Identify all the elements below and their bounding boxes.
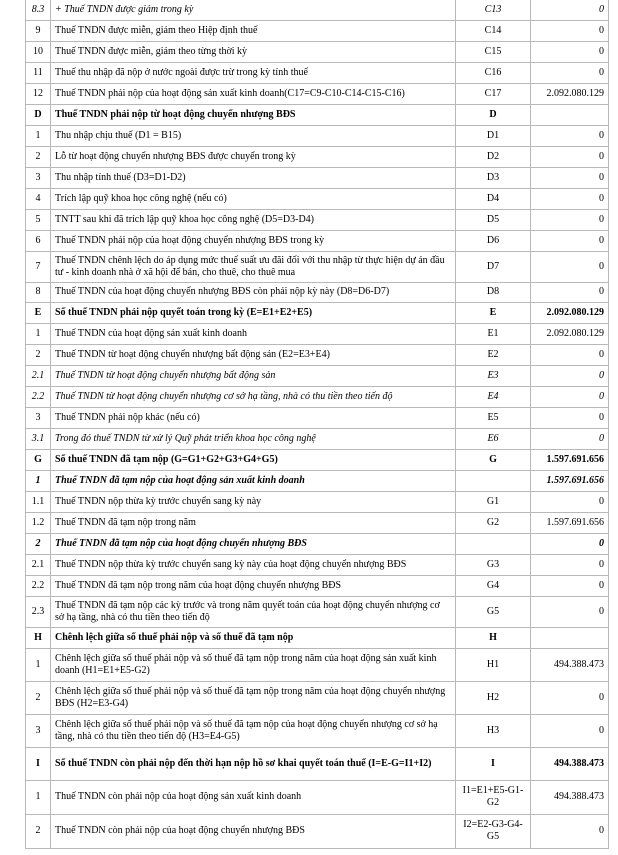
- table-row: [26, 41, 609, 62]
- table-row: [26, 20, 609, 41]
- row-value: 2.092.080.129: [531, 323, 609, 344]
- row-value: 494.388.473: [531, 780, 609, 814]
- row-description: Thu nhập tính thuế (D3=D1-D2): [51, 167, 456, 188]
- row-description: Thuế TNDN đã tạm nộp trong năm của hoạt động chuyển nhượng BĐS: [51, 575, 456, 596]
- row-number: 1.1: [26, 491, 51, 512]
- row-description: Thuế TNDN đã tạm nộp của hoạt động sản xuất kinh doanh: [51, 470, 456, 491]
- row-number: 2.3: [26, 596, 51, 627]
- row-code: D1: [456, 125, 531, 146]
- row-number: D: [26, 104, 51, 125]
- table-row: [26, 365, 609, 386]
- table-row: [26, 104, 609, 125]
- row-value: 494.388.473: [531, 747, 609, 780]
- row-code: G1: [456, 491, 531, 512]
- row-value: 0: [531, 167, 609, 188]
- row-number: 2: [26, 344, 51, 365]
- row-description: Chênh lệch giữa số thuế phải nộp và số thuế đã tạm nộp: [51, 627, 456, 648]
- row-number: 2.1: [26, 365, 51, 386]
- table-row: [26, 302, 609, 323]
- row-code: D4: [456, 188, 531, 209]
- row-description: Lỗ từ hoạt động chuyển nhượng BĐS được chuyển trong kỳ: [51, 146, 456, 167]
- row-value: 1.597.691.656: [531, 470, 609, 491]
- row-value: 0: [531, 681, 609, 714]
- table-row: [26, 146, 609, 167]
- table-row: [26, 209, 609, 230]
- row-description: Số thuế TNDN phải nộp quyết toán trong kỳ (E=E1+E2+E5): [51, 302, 456, 323]
- row-value: 1.597.691.656: [531, 449, 609, 470]
- table-row: [26, 814, 609, 848]
- row-code: C17: [456, 83, 531, 104]
- row-number: I: [26, 747, 51, 780]
- row-number: H: [26, 627, 51, 648]
- row-description: Thuế TNDN được miễn, giảm theo từng thời kỳ: [51, 41, 456, 62]
- row-number: 2: [26, 681, 51, 714]
- row-description: Trích lập quỹ khoa học công nghệ (nếu có): [51, 188, 456, 209]
- row-number: 2: [26, 814, 51, 848]
- table-row: [26, 747, 609, 780]
- table-row: [26, 575, 609, 596]
- row-code: G5: [456, 596, 531, 627]
- row-code: E5: [456, 407, 531, 428]
- row-description: Thuế TNDN nộp thừa kỳ trước chuyển sang kỳ này: [51, 491, 456, 512]
- table-row: [26, 648, 609, 681]
- row-code: E1: [456, 323, 531, 344]
- row-code: C16: [456, 62, 531, 83]
- row-number: 10: [26, 41, 51, 62]
- row-description: Số thuế TNDN còn phải nộp đến thời hạn nộp hồ sơ khai quyết toán thuế (I=E-G=I1+I2): [51, 747, 456, 780]
- row-number: 1: [26, 780, 51, 814]
- row-description: Thuế TNDN phải nộp khác (nếu có): [51, 407, 456, 428]
- row-value: 0: [531, 386, 609, 407]
- row-code: E2: [456, 344, 531, 365]
- row-value: 0: [531, 251, 609, 282]
- table-row: [26, 714, 609, 747]
- row-number: 2.1: [26, 554, 51, 575]
- row-value: 0: [531, 428, 609, 449]
- table-row: [26, 554, 609, 575]
- row-code: C15: [456, 41, 531, 62]
- row-number: 3.1: [26, 428, 51, 449]
- row-number: 1: [26, 648, 51, 681]
- row-value: 0: [531, 491, 609, 512]
- row-code: D8: [456, 282, 531, 302]
- row-value: 0: [531, 344, 609, 365]
- row-description: Thuế TNDN từ hoạt động chuyển nhượng bất động sản (E2=E3+E4): [51, 344, 456, 365]
- row-code: G4: [456, 575, 531, 596]
- row-value: 0: [531, 596, 609, 627]
- row-description: Trong đó thuế TNDN từ xử lý Quỹ phát triển khoa học công nghệ: [51, 428, 456, 449]
- row-value: 0: [531, 41, 609, 62]
- row-description: Thu nhập chịu thuế (D1 = B15): [51, 125, 456, 146]
- row-number: 1: [26, 125, 51, 146]
- row-number: 2: [26, 146, 51, 167]
- row-code: E3: [456, 365, 531, 386]
- row-value: 2.092.080.129: [531, 302, 609, 323]
- row-description: Thuế TNDN đã tạm nộp của hoạt động chuyển nhượng BĐS: [51, 533, 456, 554]
- table-row: [26, 449, 609, 470]
- row-number: 5: [26, 209, 51, 230]
- row-value: 0: [531, 209, 609, 230]
- row-value: 0: [531, 814, 609, 848]
- row-value: 0: [531, 125, 609, 146]
- row-value: 0: [531, 575, 609, 596]
- table-row: [26, 344, 609, 365]
- table-row: [26, 681, 609, 714]
- table-row: [26, 282, 609, 302]
- row-value: 0: [531, 407, 609, 428]
- row-value: 0: [531, 20, 609, 41]
- table-row: [26, 230, 609, 251]
- row-code: D5: [456, 209, 531, 230]
- table-row: [26, 83, 609, 104]
- row-value: 0: [531, 365, 609, 386]
- row-value: 0: [531, 188, 609, 209]
- table-row: [26, 780, 609, 814]
- row-code: [456, 470, 531, 491]
- row-code: H2: [456, 681, 531, 714]
- row-number: 3: [26, 714, 51, 747]
- row-code: I1=E1+E5-G1-G2: [456, 780, 531, 814]
- table-row: [26, 491, 609, 512]
- row-number: 9: [26, 20, 51, 41]
- row-number: 3: [26, 407, 51, 428]
- row-description: Thuế TNDN chênh lệch do áp dụng mức thuế suất ưu đãi đối với thu nhập từ thực hiện dự án đầu tư - kinh doanh nhà ở xã hội để bán, cho thuê, cho thuê mua: [51, 251, 456, 282]
- row-code: C13: [456, 0, 531, 20]
- row-code: H: [456, 627, 531, 648]
- row-number: 11: [26, 62, 51, 83]
- row-value: [531, 104, 609, 125]
- row-value: 0: [531, 62, 609, 83]
- table-row: [26, 407, 609, 428]
- table-row: [26, 512, 609, 533]
- table-row: [26, 167, 609, 188]
- row-description: Thuế TNDN phải nộp từ hoạt động chuyển nhượng BĐS: [51, 104, 456, 125]
- row-value: 0: [531, 282, 609, 302]
- row-description: Số thuế TNDN đã tạm nộp (G=G1+G2+G3+G4+G5): [51, 449, 456, 470]
- row-description: Thuế TNDN nộp thừa kỳ trước chuyển sang kỳ này của hoạt động chuyển nhượng BĐS: [51, 554, 456, 575]
- row-description: Thuế TNDN từ hoạt động chuyển nhượng cơ sở hạ tầng, nhà có thu tiền theo tiến độ: [51, 386, 456, 407]
- table-row: [26, 62, 609, 83]
- row-number: 12: [26, 83, 51, 104]
- row-description: Thuế TNDN đã tạm nộp trong năm: [51, 512, 456, 533]
- row-number: 1: [26, 470, 51, 491]
- row-number: 2.2: [26, 386, 51, 407]
- row-code: D6: [456, 230, 531, 251]
- row-description: Thuế thu nhập đã nộp ở nước ngoài được trừ trong kỳ tính thuế: [51, 62, 456, 83]
- row-code: [456, 533, 531, 554]
- row-code: D2: [456, 146, 531, 167]
- table-row: [26, 627, 609, 648]
- row-description: Thuế TNDN còn phải nộp của hoạt động sản xuất kinh doanh: [51, 780, 456, 814]
- row-number: 4: [26, 188, 51, 209]
- row-description: Thuế TNDN còn phải nộp của hoạt động chuyển nhượng BĐS: [51, 814, 456, 848]
- table-row: [26, 188, 609, 209]
- row-description: Chênh lệch giữa số thuế phải nộp và số thuế đã tạm nộp của hoạt động chuyển nhượng cơ sở hạ tầng, nhà có thu tiền theo tiến độ (H3=E4-G5): [51, 714, 456, 747]
- row-code: E6: [456, 428, 531, 449]
- row-description: Thuế TNDN phải nộp của hoạt động chuyển nhượng BĐS trong kỳ: [51, 230, 456, 251]
- row-value: 0: [531, 146, 609, 167]
- table-row: [26, 323, 609, 344]
- table-row: [26, 470, 609, 491]
- row-number: E: [26, 302, 51, 323]
- row-number: 8: [26, 282, 51, 302]
- row-value: [531, 627, 609, 648]
- row-number: 2: [26, 533, 51, 554]
- row-value: 0: [531, 714, 609, 747]
- row-description: Thuế TNDN phải nộp của hoạt động sản xuất kinh doanh(C17=C9-C10-C14-C15-C16): [51, 83, 456, 104]
- row-number: 2.2: [26, 575, 51, 596]
- row-code: C14: [456, 20, 531, 41]
- row-description: Thuế TNDN đã tạm nộp các kỳ trước và trong năm quyết toán của hoạt động chuyển nhượng cơ sở hạ tầng, nhà có thu tiền theo tiến độ: [51, 596, 456, 627]
- row-description: Thuế TNDN được miễn, giảm theo Hiệp định thuế: [51, 20, 456, 41]
- tax-table-body: [26, 0, 609, 848]
- table-row: [26, 596, 609, 627]
- row-code: G3: [456, 554, 531, 575]
- row-code: I: [456, 747, 531, 780]
- row-description: Thuế TNDN của hoạt động sản xuất kinh doanh: [51, 323, 456, 344]
- row-number: G: [26, 449, 51, 470]
- row-value: 494.388.473: [531, 648, 609, 681]
- row-code: D: [456, 104, 531, 125]
- row-value: 1.597.691.656: [531, 512, 609, 533]
- row-description: Chênh lệch giữa số thuế phải nộp và số thuế đã tạm nộp trong năm của hoạt động sản xuất kinh doanh (H1=E1+E5-G2): [51, 648, 456, 681]
- row-code: E4: [456, 386, 531, 407]
- row-number: 1.2: [26, 512, 51, 533]
- tax-settlement-table: [25, 0, 609, 849]
- row-number: 8.3: [26, 0, 51, 20]
- row-description: Chênh lệch giữa số thuế phải nộp và số thuế đã tạm nộp trong năm của hoạt động chuyển nhượng BĐS (H2=E3-G4): [51, 681, 456, 714]
- table-row: [26, 386, 609, 407]
- row-description: Thuế TNDN của hoạt động chuyển nhượng BĐS còn phải nộp kỳ này (D8=D6-D7): [51, 282, 456, 302]
- row-number: 3: [26, 167, 51, 188]
- row-description: + Thuế TNDN được giảm trong kỳ: [51, 0, 456, 20]
- row-code: I2=E2-G3-G4-G5: [456, 814, 531, 848]
- row-number: 7: [26, 251, 51, 282]
- row-description: TNTT sau khi đã trích lập quỹ khoa học công nghệ (D5=D3-D4): [51, 209, 456, 230]
- table-row: [26, 533, 609, 554]
- row-number: 1: [26, 323, 51, 344]
- row-value: 0: [531, 230, 609, 251]
- row-code: G2: [456, 512, 531, 533]
- table-row: [26, 428, 609, 449]
- table-row: [26, 0, 609, 20]
- table-row: [26, 125, 609, 146]
- row-code: H1: [456, 648, 531, 681]
- row-value: 2.092.080.129: [531, 83, 609, 104]
- row-value: 0: [531, 533, 609, 554]
- row-code: E: [456, 302, 531, 323]
- row-description: Thuế TNDN từ hoạt động chuyển nhượng bất động sản: [51, 365, 456, 386]
- table-row: [26, 251, 609, 282]
- row-number: 6: [26, 230, 51, 251]
- row-code: H3: [456, 714, 531, 747]
- row-code: D7: [456, 251, 531, 282]
- row-code: D3: [456, 167, 531, 188]
- row-code: G: [456, 449, 531, 470]
- row-value: 0: [531, 0, 609, 20]
- row-value: 0: [531, 554, 609, 575]
